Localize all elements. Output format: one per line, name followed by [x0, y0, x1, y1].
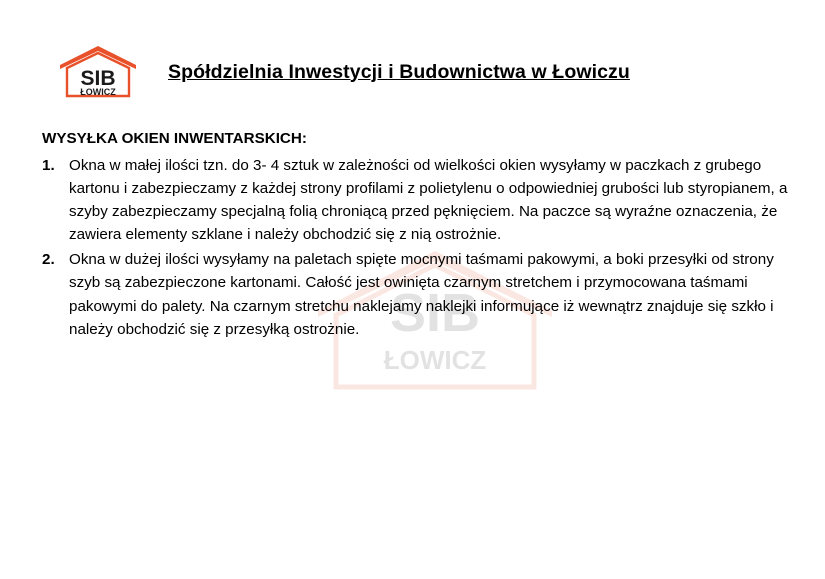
svg-text:ŁOWICZ: ŁOWICZ [80, 87, 116, 97]
document-body [0, 100, 825, 341]
list-item-marker: 1. [42, 157, 55, 174]
list-item [42, 248, 791, 340]
company-logo [56, 44, 140, 100]
list-item-text: Okna w małej ilości tzn. do 3- 4 sztuk w zależności od wielkości okien wysyłamy w paczkach z grubego kartonu i zabezpieczamy z każdej strony profilami z polietylenu o odpowiedniej grubości lub styropianem, a szyby zabezpieczamy specjalną folią chroniącą przed pęknięciem. Na paczce są wyraźne oznaczenia, że zawiera elementy szklane i należy obchodzić się z nią ostrożnie. [69, 157, 788, 244]
shipping-instructions-list [42, 154, 791, 341]
list-item-text: Okna w dużej ilości wysyłamy na paletach spięte mocnymi taśmami pakowymi, a boki przesyłki od strony szyb są zabezpieczone kartonami. Całość jest owinięta czarnym stretchem i przymocowana taśmami pakowymi do palety. Na czarnym stretchu naklejamy naklejki informujące iż wewnątrz znajduje się szkło i należy obchodzić się z przesyłką ostrożnie. [69, 251, 774, 338]
svg-text:SIB: SIB [389, 283, 481, 343]
svg-text:ŁOWICZ: ŁOWICZ [383, 345, 487, 375]
svg-text:SIB: SIB [80, 67, 116, 90]
section-heading: WYSYŁKA OKIEN INWENTARSKICH: [42, 130, 307, 147]
document-header [0, 0, 825, 100]
list-item-marker: 2. [42, 251, 55, 269]
list-item [42, 154, 791, 246]
page-title: Spółdzielnia Inwestycji i Budownictwa w Łowiczu [168, 60, 630, 83]
